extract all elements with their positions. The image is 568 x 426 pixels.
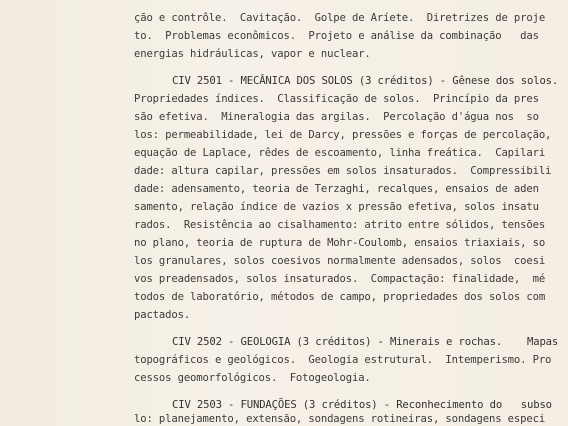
text-line: rados. Resistência ao cisalhamento: atrito entre sólidos, tensões bbox=[134, 219, 546, 231]
course-heading-civ-2501: CIV 2501 - MECÂNICA DOS SOLOS (3 créditos) - Gênese dos solos. bbox=[172, 75, 559, 87]
text-line: los granulares, solos coesivos normalmente adensados, solos coesi bbox=[134, 255, 546, 267]
text-line: pactados. bbox=[134, 309, 191, 321]
text-line: los: permeabilidade, lei de Darcy, pressões e forças de percolação, bbox=[134, 129, 552, 141]
text-line: to. Problemas econômicos. Projeto e análise da combinação das bbox=[134, 30, 539, 42]
text-line: no plano, teoria de ruptura de Mohr-Coulomb, ensaios triaxiais, so bbox=[134, 237, 546, 249]
text-line: são efetiva. Mineralogia das argilas. Percolação d'água nos so bbox=[134, 111, 539, 123]
text-line: equação de Laplace, rêdes de escoamento, linha freática. Capilari bbox=[134, 147, 546, 159]
text-line: ção e contrôle. Cavitação. Golpe de Aríete. Diretrizes de proje bbox=[134, 12, 546, 24]
text-line: samento, relação índice de vazios x pressão efetiva, solos insatu bbox=[134, 201, 539, 213]
text-line: dade: adensamento, teoria de Terzaghi, recalques, ensaios de aden bbox=[134, 183, 539, 195]
text-line: vos preadensados, solos insaturados. Compactação: finalidade, mé bbox=[134, 273, 546, 285]
text-line: dade: altura capilar, pressões em solos insaturados. Compressibili bbox=[134, 165, 552, 177]
text-line: topográficos e geológicos. Geologia estrutural. Intemperismo. Pro bbox=[134, 354, 552, 366]
text-line: energias hidráulicas, vapor e nuclear. bbox=[134, 48, 371, 60]
text-line: lo: planejamento, extensão, sondagens rotineiras, sondagens especi bbox=[134, 413, 546, 425]
text-line: Propriedades índices. Classificação de solos. Princípio da pres bbox=[134, 93, 539, 105]
text-line: cessos geomorfológicos. Fotogeologia. bbox=[134, 372, 371, 384]
course-heading-civ-2503: CIV 2503 - FUNDAÇÕES (3 créditos) - Reconhecimento do subso bbox=[172, 399, 552, 411]
text-line: todos de laboratório, métodos de campo, propriedades dos solos com bbox=[134, 291, 546, 303]
course-heading-civ-2502: CIV 2502 - GEOLOGIA (3 créditos) - Minerais e rochas. Mapas bbox=[172, 336, 559, 348]
